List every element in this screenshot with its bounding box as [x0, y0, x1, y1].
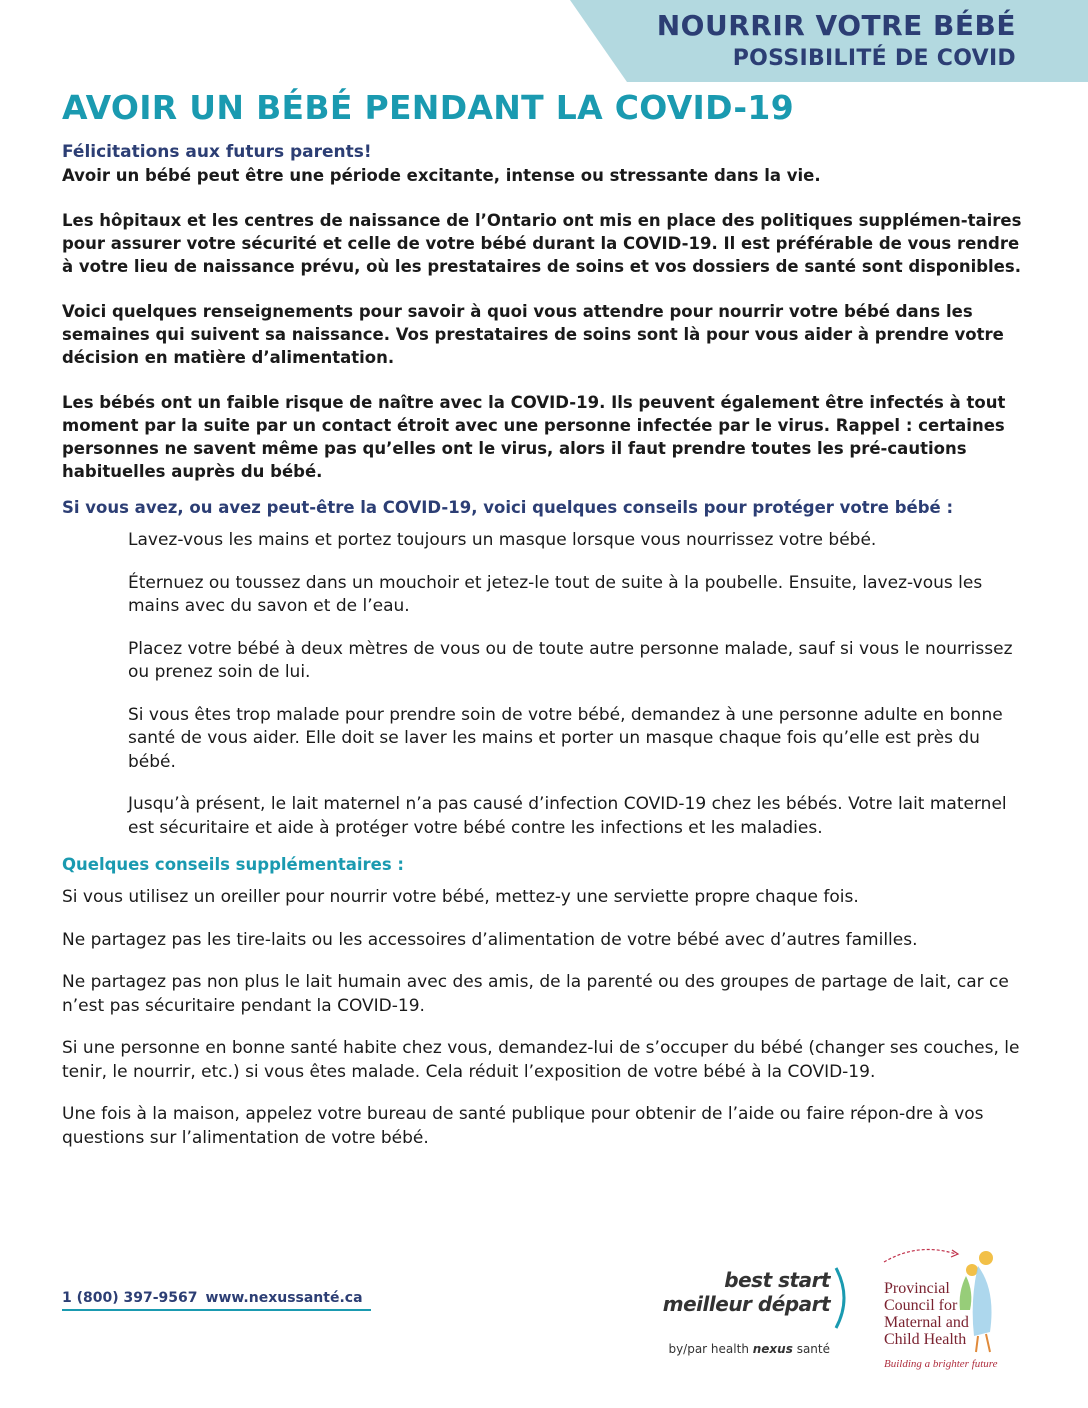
- parenthesis-arc-icon: [832, 1266, 854, 1330]
- tip-item: Placez votre bébé à deux mètres de vous ou de toute autre personne malade, sauf si vous le nourrissez ou prenez soin de lui.: [128, 638, 1013, 682]
- intro-paragraph: Avoir un bébé peut être une période excitante, intense ou stressante dans la vie.: [62, 166, 821, 185]
- website-link[interactable]: www.nexussanté.ca: [205, 1290, 363, 1306]
- extra-tip-item: Si une personne en bonne santé habite chez vous, demandez-lui de s’occuper du bébé (changer ses couches, le tenir, le nourrir, etc.) si vous êtes malade. Cela réduit l’exposition de votre bébé à la COVID-19.: [62, 1038, 1020, 1082]
- banner-subtitle: POSSIBILITÉ DE COVID: [732, 46, 1016, 71]
- hospital-policy-paragraph: Les hôpitaux et les centres de naissance de l’Ontario ont mis en place des politiques supplémen-taires pour assurer votre sécurité et celle de votre bébé durant la COVID-19. Il est préférable de vous rendre à votre lieu de naissance prévu, où les prestataires de soins et vos dossiers de santé sont disponibles.: [62, 211, 1022, 276]
- banner-title: NOURRIR VOTRE BÉBÉ: [656, 9, 1016, 42]
- risk-paragraph: Les bébés ont un faible risque de naître avec la COVID-19. Ils peuvent également être infectés à tout moment par la suite par un contact étroit avec une personne infectée par le virus. Rappel : certaines personnes ne savent même pas qu’elles ont le virus, alors il faut prendre toutes les pré-cautions habituelles auprès du bébé.: [62, 393, 1006, 481]
- tip-item: Éternuez ou toussez dans un mouchoir et jetez-le tout de suite à la poubelle. Ensuite, lavez-vous les mains avec du savon et de l’eau.: [128, 572, 983, 616]
- extra-tip-item: Ne partagez pas les tire-laits ou les accessoires d’alimentation de votre bébé avec d’autres familles.: [62, 929, 918, 950]
- extra-tip-item: Ne partagez pas non plus le lait humain avec des amis, de la parenté ou des groupes de partage de lait, car ce n’est pas sécuritaire pendant la COVID-19.: [62, 972, 1009, 1016]
- best-start-logo: [662, 1262, 860, 1372]
- pcmch-text: Provincial Council for Maternal and Child Health: [884, 1280, 969, 1348]
- extra-tip-item: Une fois à la maison, appelez votre bureau de santé publique pour obtenir de l’aide ou faire répon-dre à vos questions sur l’alimentation de votre bébé.: [62, 1104, 984, 1148]
- contact-line: [62, 1290, 371, 1311]
- main-content: [62, 141, 1032, 1169]
- extra-tips-heading: Quelques conseils supplémentaires :: [62, 855, 405, 874]
- feeding-info-paragraph: Voici quelques renseignements pour savoir à quoi vous attendre pour nourrir votre bébé dans les semaines qui suivent sa naissance. Vos prestataires de soins sont là pour vous aider à prendre votre décision en matière d’alimentation.: [62, 302, 1004, 367]
- health-nexus-credit: by/par health nexus santé: [668, 1342, 830, 1356]
- tips-heading: Si vous avez, ou avez peut-être la COVID-19, voici quelques conseils pour protéger votre bébé :: [62, 498, 954, 517]
- extra-tip-item: Si vous utilisez un oreiller pour nourrir votre bébé, mettez-y une serviette propre chaque fois.: [62, 887, 859, 907]
- tip-item: Si vous êtes trop malade pour prendre soin de votre bébé, demandez à une personne adulte en bonne santé de vous aider. Elle doit se laver les mains et porter un masque chaque fois qu’elle est près du bébé.: [128, 704, 1003, 772]
- page-title: AVOIR UN BÉBÉ PENDANT LA COVID-19: [62, 88, 794, 127]
- meilleur-depart-text: meilleur départ: [662, 1292, 830, 1316]
- pcmch-tagline: Building a brighter future: [884, 1358, 998, 1370]
- greeting-heading: Félicitations aux futurs parents!: [62, 142, 372, 162]
- tip-item: Jusqu’à présent, le lait maternel n’a pas causé d’infection COVID-19 chez les bébés. Votre lait maternel est sécuritaire et aide à protéger votre bébé contre les infections et les maladies.: [128, 794, 1007, 838]
- best-start-text: best start: [724, 1268, 830, 1292]
- tips-list: [62, 529, 1032, 840]
- phone-number[interactable]: 1 (800) 397-9567: [62, 1290, 198, 1306]
- extra-tips-list: [62, 886, 1032, 1150]
- pcmch-logo: [878, 1240, 1028, 1380]
- tip-item: Lavez-vous les mains et portez toujours un masque lorsque vous nourrissez votre bébé.: [128, 530, 877, 550]
